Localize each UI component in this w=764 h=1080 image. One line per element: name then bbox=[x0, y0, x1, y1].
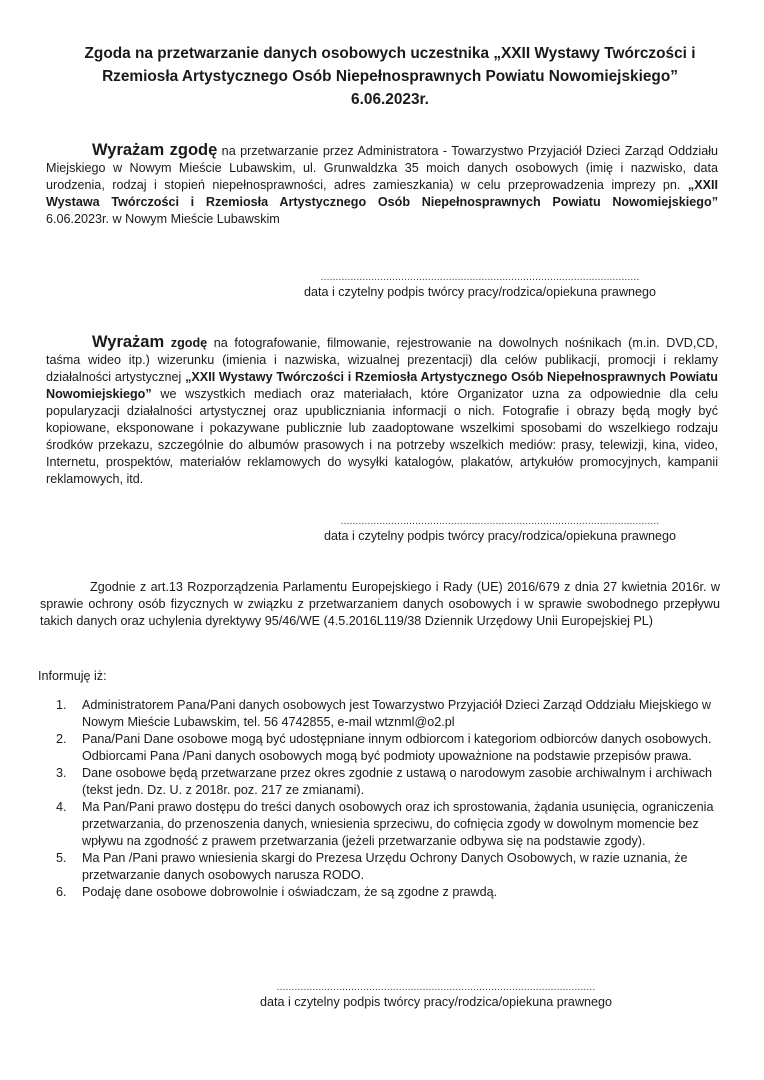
signature-label: data i czytelny podpis twórcy pracy/rodzica/opiekuna prawnego bbox=[303, 285, 657, 299]
information-list bbox=[50, 697, 718, 901]
consent-text: na przetwarzanie przez Administratora - Towarzystwo Przyjaciół Dzieci Zarząd Oddziału Miejskiego w Nowym Mieście Lubawskim, ul. Grunwaldzka 35 moich danych osobowych (imię i nazwisko, data urodzenia, rodzaj i stopień niepełnosprawności, adres zamieszkania) w celu przeprowadzenia imprezy pn. bbox=[46, 144, 718, 192]
consent-text-1: na fotografowanie, filmowanie, rejestrowanie na dowolnych nośnikach (m.in. DVD,CD, taśma wideo itp.) wizerunku (imienia i nazwiska, wizualnej prezentacji) dla celów publikacji, promocji i reklamy działalności artystycznej bbox=[46, 336, 719, 384]
signature-line: ........................................................................................................... bbox=[276, 982, 596, 993]
list-item: 5. Ma Pan /Pani prawo wniesienia skargi do Prezesa Urzędu Ochrony Danych Osobowych, w razie uznania, że przetwarzanie danych osobowych narusza RODO. bbox=[56, 851, 688, 882]
consent-tail: 6.06.2023r. w Nowym Mieście Lubawskim bbox=[46, 212, 280, 226]
list-item: 2. Pana/Pani Dane osobowe mogą być udostępniane innym odbiorcom i kategoriom odbiorców danych osobowych. Odbiorcami Pana /Pani danych osobowych mogą być podmioty upoważnione na podstawie przepisów prawa. bbox=[56, 732, 712, 763]
signature-line: ........................................................................................................... bbox=[340, 516, 660, 527]
title-date: 6.06.2023r. bbox=[351, 91, 429, 108]
legal-basis: Zgodnie z art.13 Rozporządzenia Parlamentu Europejskiego i Rady (UE) 2016/679 z dnia 27 kwietnia 2016r. w sprawie ochrony osób fizycznych w związku z przetwarzaniem danych osobowych i w sprawie swobodnego przepływu takich danych oraz uchylenia dyrektywy 95/46/WE (4.5.2016L119/38 Dziennik Urzędowy Unii Europejskiej PL) bbox=[40, 580, 720, 628]
signature-block-1 bbox=[280, 272, 680, 301]
signature-block-2 bbox=[300, 516, 700, 545]
consent-lead-b: zgodę bbox=[170, 336, 208, 350]
title-line-1: Zgoda na przetwarzanie danych osobowych uczestnika „XXII Wystawy Twórczości i bbox=[84, 45, 696, 62]
consent-lead: Wyrażam zgodę bbox=[92, 141, 218, 159]
data-processing-consent bbox=[46, 142, 718, 228]
event-name: „XXII Wystawa Twórczości i Rzemiosła Artystycznego Osób Niepełnosprawnych Powiatu Nowomiejskiego” bbox=[46, 178, 718, 209]
list-item: 4. Ma Pan/Pani prawo dostępu do treści danych osobowych oraz ich sprostowania, żądania usunięcia, ograniczenia przetwarzania, do przenoszenia danych, wniesienia sprzeciwu, do cofnięcia zgody w dowolnym momencie bez wpływu na zgodność z prawem przetwarzania (jeżeli przetwarzanie odbywa się na podstawie zgody). bbox=[56, 800, 714, 848]
inform-heading: Informuję iż: bbox=[38, 669, 107, 683]
signature-block-3 bbox=[236, 982, 636, 1011]
list-item: 1. Administratorem Pana/Pani danych osobowych jest Towarzystwo Przyjaciół Dzieci Zarząd Oddziału Miejskiego w Nowym Mieście Lubawskim, tel. 56 4742855, e-mail wtznml@o2.pl bbox=[56, 698, 712, 729]
consent-text-2: we wszystkich mediach oraz materiałach, które Organizator uzna za odpowiednie dla celu popularyzacji działalności artystycznej oraz upubliczniania informacji o nich. Fotografie i obrazy będą mogły być kopiowane, eksponowane i pokazywane publicznie lub zaadoptowane wszelkimi sposobami do wszelkiego rodzaju środków przekazu, szczególnie do albumów prasowych i na potrzeby wszelkich mediów: prasy, telewizji, kina, video, Internetu, prospektów, materiałów reklamowych do wysyłki katalogów, plakatów, artykułów promocyjnych, kampanii reklamowych, itd. bbox=[46, 387, 718, 486]
event-name: „XXII Wystawy Twórczości i Rzemiosła Artystycznego Osób Niepełnosprawnych Powiatu Nowomiejskiego” bbox=[46, 370, 719, 401]
document-title bbox=[70, 42, 710, 111]
signature-label: data i czytelny podpis twórcy pracy/rodzica/opiekuna prawnego bbox=[259, 995, 613, 1009]
consent-lead: Wyrażam bbox=[92, 333, 165, 351]
title-line-2: Rzemiosła Artystycznego Osób Niepełnosprawnych Powiatu Nowomiejskiego” bbox=[102, 68, 678, 85]
signature-line: ........................................................................................................... bbox=[320, 272, 640, 283]
list-item: 3. Dane osobowe będą przetwarzane przez okres zgodnie z ustawą o narodowym zasobie archiwalnym i archiwach (tekst jedn. Dz. U. z 2018r. poz. 217 ze zmianami). bbox=[56, 766, 713, 797]
list-item: 6. Podaję dane osobowe dobrowolnie i oświadczam, że są zgodne z prawdą. bbox=[56, 885, 498, 899]
signature-label: data i czytelny podpis twórcy pracy/rodzica/opiekuna prawnego bbox=[323, 529, 677, 543]
image-consent bbox=[46, 334, 718, 488]
